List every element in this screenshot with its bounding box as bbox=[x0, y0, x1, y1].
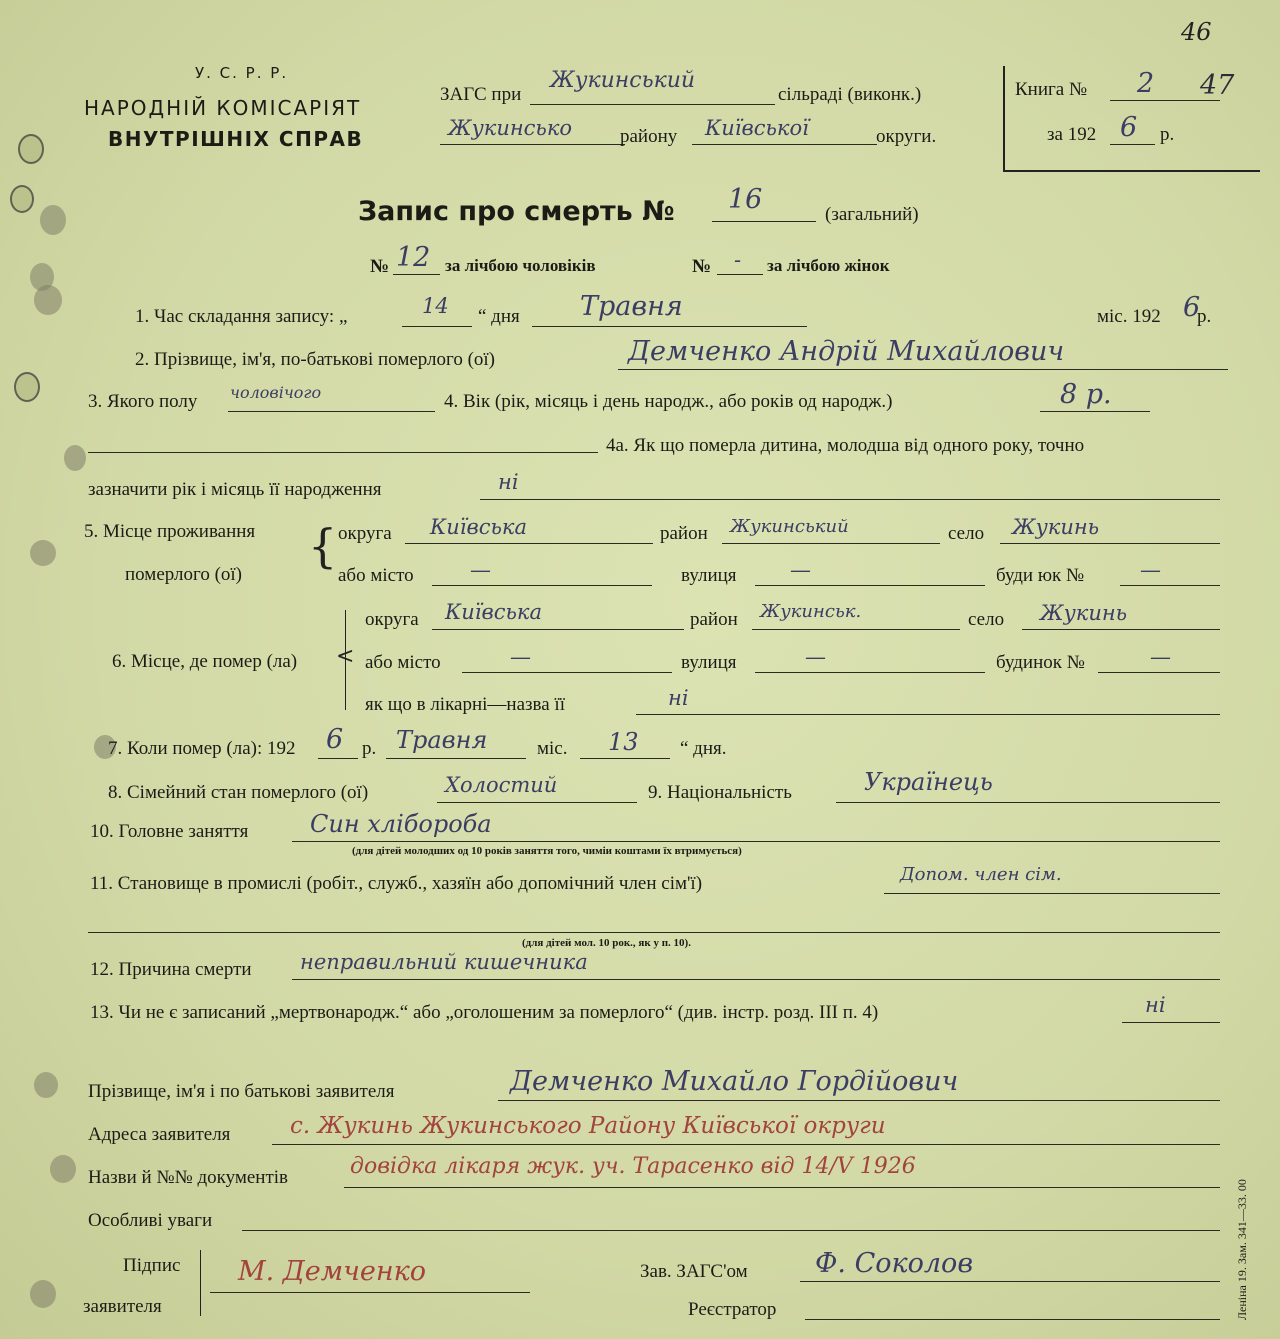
field11-label: 11. Становище в промислі (робіт., служб., хазяїн або допомічний член сім'ї) bbox=[90, 873, 703, 894]
field4a-label: 4а. Як що померла дитина, молодша від одного року, точно bbox=[606, 435, 1085, 456]
field7-dnia: “ дня. bbox=[680, 738, 727, 759]
field5-raion-line bbox=[722, 543, 940, 544]
raion-handwritten: Жукинсько bbox=[448, 116, 573, 140]
stain bbox=[64, 445, 86, 471]
field5-vul-label: вулиця bbox=[681, 565, 737, 586]
record-general-label: (загальний) bbox=[825, 204, 919, 225]
women-count-label: за лічбою жінок bbox=[767, 256, 890, 275]
field4a-blank-line bbox=[88, 452, 598, 453]
field5-bud-handwritten: — bbox=[1140, 558, 1161, 582]
registrar-line bbox=[805, 1319, 1220, 1320]
field13-handwritten: ні bbox=[1145, 993, 1166, 1017]
field9-line bbox=[836, 802, 1220, 803]
signature-line bbox=[210, 1292, 530, 1293]
commissariat-label: НАРОДНІЙ КОМІСАРІЯТ bbox=[84, 96, 362, 120]
field7-label: 7. Коли помер (ла): 192 bbox=[108, 738, 296, 759]
applicant-address-label: Адреса заявителя bbox=[88, 1124, 231, 1145]
field7-year-line bbox=[318, 758, 358, 759]
signature-label2: заявителя bbox=[83, 1296, 162, 1317]
field11-blank-line bbox=[88, 932, 1220, 933]
field6-selo-handwritten: Жукинь bbox=[1040, 601, 1128, 625]
field3-label: 3. Якого полу bbox=[88, 391, 198, 412]
field11-handwritten: Допом. член сім. bbox=[900, 864, 1062, 885]
field6-brace: < bbox=[336, 644, 355, 669]
field7-year-handwritten: 6 bbox=[326, 724, 344, 755]
field6-selo-line bbox=[1022, 629, 1220, 630]
field6-misto-line bbox=[462, 672, 672, 673]
punch-hole bbox=[14, 372, 40, 402]
field12-handwritten: неправильний кишечника bbox=[300, 950, 588, 974]
field6-hospital-label: як що в лікарні—назва її bbox=[365, 694, 565, 715]
field1-mid: “ дня bbox=[478, 306, 520, 327]
field6-hospital-line bbox=[636, 714, 1220, 715]
field1-month-line bbox=[532, 326, 807, 327]
zags-head-line bbox=[800, 1281, 1220, 1282]
field1-day-handwritten: 14 bbox=[422, 294, 449, 318]
book-number-handwritten: 2 bbox=[1137, 68, 1155, 99]
field12-label: 12. Причина смерти bbox=[90, 959, 252, 980]
book-year-handwritten: 6 bbox=[1120, 112, 1138, 143]
applicant-signature-handwritten: М. Демченко bbox=[238, 1256, 427, 1287]
field9-handwritten: Українець bbox=[864, 768, 993, 796]
book-year-label: за 192 bbox=[1047, 124, 1097, 145]
field4-label: 4. Вік (рік, місяць і день народж., або років од народж.) bbox=[444, 391, 893, 412]
field6-bud-line bbox=[1098, 672, 1220, 673]
documents-handwritten: довідка лікаря жук. уч. Тарасенко від 14/V 1926 bbox=[350, 1154, 916, 1179]
record-number-line bbox=[712, 221, 816, 222]
stain bbox=[34, 285, 62, 315]
zags-head-label: Зав. ЗАГС'ом bbox=[640, 1261, 748, 1282]
field7-month-handwritten: Травня bbox=[396, 726, 488, 754]
field4-age-handwritten: 8 р. bbox=[1060, 379, 1112, 410]
punch-hole bbox=[18, 134, 44, 164]
stain bbox=[30, 1280, 56, 1308]
field2-line bbox=[618, 369, 1228, 370]
field10-label: 10. Головне заняття bbox=[90, 821, 249, 842]
field4a-handwritten: ні bbox=[498, 470, 519, 494]
field6-bud-label: будинок № bbox=[996, 652, 1085, 673]
field5-label2: померлого (ої) bbox=[125, 564, 242, 585]
field5-vul-line bbox=[755, 585, 985, 586]
field1-day-line bbox=[402, 326, 472, 327]
women-count-handwritten: - bbox=[734, 248, 742, 272]
field5-label: 5. Місце проживання bbox=[84, 521, 256, 542]
registrar-label: Реєстратор bbox=[688, 1299, 777, 1320]
field5-okruga-line bbox=[405, 543, 653, 544]
field6-label: 6. Місце, де помер (ла) bbox=[112, 651, 298, 672]
field6-okruga-line bbox=[432, 629, 684, 630]
field6-selo-label: село bbox=[968, 609, 1005, 630]
field5-selo-handwritten: Жукинь bbox=[1012, 515, 1100, 539]
applicant-name-line bbox=[498, 1100, 1220, 1101]
zags-prefix: ЗАГС при bbox=[440, 84, 522, 105]
book-year-suffix: р. bbox=[1160, 124, 1175, 145]
field4a-line bbox=[480, 499, 1220, 500]
field1-month-handwritten: Травня bbox=[580, 291, 683, 322]
applicant-name-label: Прізвище, ім'я і по батькові заявителя bbox=[88, 1081, 395, 1102]
okrug-line bbox=[692, 144, 877, 145]
men-count-label: за лічбою чоловіків bbox=[445, 256, 596, 275]
field7-day-handwritten: 13 bbox=[608, 728, 639, 756]
documents-line bbox=[344, 1187, 1220, 1188]
field5-bud-line bbox=[1120, 585, 1220, 586]
zags-line bbox=[530, 104, 775, 105]
field6-raion-handwritten: Жукинськ. bbox=[760, 601, 862, 622]
book-label: Книга № bbox=[1015, 79, 1088, 100]
zags-suffix: сільраді (виконк.) bbox=[778, 84, 922, 105]
field6-misto-handwritten: — bbox=[510, 645, 531, 669]
zags-head-signature-handwritten: Ф. Соколов bbox=[815, 1248, 974, 1279]
field2-name-handwritten: Демченко Андрій Михайлович bbox=[628, 336, 1065, 367]
men-count-handwritten: 12 bbox=[396, 242, 431, 273]
women-count-line bbox=[717, 274, 763, 275]
raion-line bbox=[440, 144, 625, 145]
ussr-label: У. С. Р. Р. bbox=[195, 64, 289, 82]
field3-sex-handwritten: чоловічого bbox=[230, 383, 322, 402]
field11-note: (для дітей мол. 10 рок., як у п. 10). bbox=[522, 937, 691, 949]
women-count-prefix: № bbox=[692, 256, 712, 277]
field5-misto-handwritten: — bbox=[470, 558, 491, 582]
field6-vul-line bbox=[755, 672, 985, 673]
field13-label: 13. Чи не є записаний „мертвонародж.“ або „оголошеним за померлого“ (див. інстр. розд. III п. 4) bbox=[90, 1002, 879, 1023]
printer-margin-note: Леніна 19. Зам. 341—33. 00 bbox=[1235, 1179, 1249, 1320]
field6-vul-label: вулиця bbox=[681, 652, 737, 673]
field6-hospital-handwritten: ні bbox=[668, 686, 689, 710]
field5-misto-label: або місто bbox=[338, 565, 414, 586]
field5-okruga-handwritten: Київська bbox=[430, 515, 527, 539]
stain bbox=[50, 1155, 76, 1183]
field6-okruga-label: округа bbox=[365, 609, 419, 630]
signature-brace bbox=[200, 1250, 201, 1316]
field8-label: 8. Сімейний стан померлого (ої) bbox=[108, 782, 369, 803]
field10-handwritten: Син хлібороба bbox=[310, 810, 492, 838]
applicant-address-line bbox=[272, 1144, 1220, 1145]
special-notes-line bbox=[242, 1230, 1220, 1231]
raion-label: району bbox=[620, 126, 678, 147]
field7-day-line bbox=[580, 758, 670, 759]
field5-misto-line bbox=[432, 585, 652, 586]
field5-okruga-label: округа bbox=[338, 523, 392, 544]
corner-number-handwritten: 46 bbox=[1181, 18, 1212, 46]
field11-line bbox=[884, 893, 1220, 894]
field5-raion-label: район bbox=[660, 523, 708, 544]
special-notes-label: Особливі уваги bbox=[88, 1210, 213, 1231]
field6-vul-handwritten: — bbox=[805, 645, 826, 669]
stain bbox=[30, 540, 56, 566]
zags-village-handwritten: Жукинський bbox=[550, 68, 696, 93]
field13-line bbox=[1122, 1022, 1220, 1023]
field5-selo-label: село bbox=[948, 523, 985, 544]
field9-label: 9. Національність bbox=[648, 782, 792, 803]
field7-mis: міс. bbox=[537, 738, 568, 759]
signature-label: Підпис bbox=[123, 1255, 181, 1276]
field1-year-handwritten: 6 bbox=[1183, 292, 1201, 323]
field6-misto-label: або місто bbox=[365, 652, 441, 673]
record-number-handwritten: 16 bbox=[728, 184, 763, 215]
field7-r: р. bbox=[362, 738, 377, 759]
field7-month-line bbox=[386, 758, 526, 759]
men-count-line bbox=[393, 274, 440, 275]
record-title: Запис про смерть № bbox=[358, 196, 675, 227]
book-year-line bbox=[1110, 144, 1155, 145]
field1-r: р. bbox=[1197, 306, 1212, 327]
book-extra-handwritten: 47 bbox=[1200, 70, 1235, 101]
field2-label: 2. Прізвище, ім'я, по-батькові померлого (ої) bbox=[135, 349, 496, 370]
field8-line bbox=[437, 802, 637, 803]
applicant-name-handwritten: Демченко Михайло Гордійович bbox=[510, 1066, 959, 1097]
okrug-handwritten: Київської bbox=[705, 116, 809, 140]
field6-raion-line bbox=[752, 629, 960, 630]
field3-line bbox=[228, 411, 435, 412]
applicant-address-handwritten: с. Жукинь Жукинського Району Київської округи bbox=[290, 1113, 886, 1139]
field5-bud-label: буди юк № bbox=[996, 565, 1085, 586]
field5-raion-handwritten: Жукинський bbox=[730, 516, 849, 537]
field6-raion-label: район bbox=[690, 609, 738, 630]
department-label: ВНУТРІШНІХ СПРАВ bbox=[108, 127, 364, 151]
field6-okruga-handwritten: Київська bbox=[445, 600, 542, 624]
field8-handwritten: Холостий bbox=[445, 773, 558, 797]
field10-line bbox=[292, 841, 1220, 842]
field4a-line2: зазначити рік і місяць її народження bbox=[88, 479, 382, 500]
field12-line bbox=[292, 979, 1220, 980]
field5-vul-handwritten: — bbox=[790, 558, 811, 582]
field5-selo-line bbox=[1000, 543, 1220, 544]
stain bbox=[34, 1072, 58, 1098]
men-count-prefix: № bbox=[370, 256, 390, 277]
okrug-label: округи. bbox=[876, 126, 937, 147]
field1-label: 1. Час складання запису: „ bbox=[135, 306, 348, 327]
punch-hole bbox=[10, 185, 34, 213]
field6-bud-handwritten: — bbox=[1150, 645, 1171, 669]
field4-line bbox=[1040, 411, 1150, 412]
stain bbox=[40, 205, 66, 235]
field1-end: міс. 192 bbox=[1097, 306, 1161, 327]
field10-note: (для дітей молодших од 10 років заняття того, чиміи коштами їх втримується) bbox=[352, 845, 742, 857]
documents-label: Назви й №№ документів bbox=[88, 1167, 289, 1188]
field5-brace: { bbox=[308, 519, 338, 573]
